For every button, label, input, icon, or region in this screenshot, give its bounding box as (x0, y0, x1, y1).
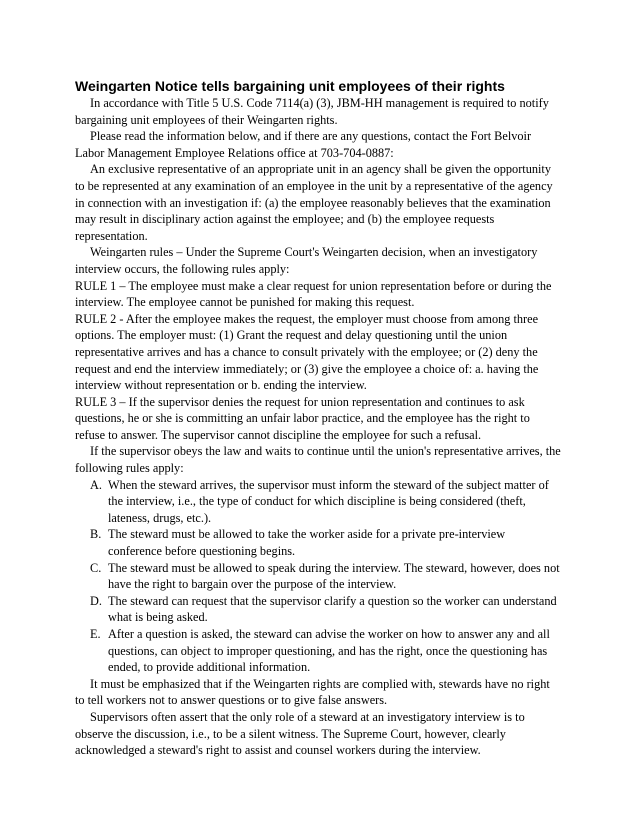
list-item-text: The steward must be allowed to take the worker aside for a private pre-interview conference before questioning begins. (108, 527, 506, 559)
list-item (75, 526, 561, 559)
list-marker: A. (90, 477, 102, 492)
intro-paragraph-2: Please read the information below, and if there are any questions, contact the Fort Belvoir Labor Management Employee Relations office at 703-704-0887: (75, 129, 532, 160)
list-item (75, 477, 561, 527)
list-marker: D. (90, 593, 102, 608)
list-item-text: After a question is asked, the steward can advise the worker on how to answer any and all questions, can object to improper questioning, and has the right, once the questioning has ended, to provide additional information. (108, 627, 550, 675)
list-item-text: The steward can request that the supervisor clarify a question so the worker can understand what is being asked. (108, 593, 557, 625)
list-item-text: When the steward arrives, the supervisor must inform the steward of the subject matter of the interview, i.e., the type of conduct for which discipline is being considered (theft, lateness, drugs, etc.). (108, 477, 549, 525)
rule-1: RULE 1 – The employee must make a clear request for union representation before or during the interview. The employee cannot be punished for making this request. (75, 278, 552, 310)
intro-paragraph-1: In accordance with Title 5 U.S. Code 7114(a) (3), JBM-HH management is required to notify bargaining unit employees of their Weingarten rights. (75, 96, 549, 127)
closing-paragraph-1: It must be emphasized that if the Weingarten rights are complied with, stewards have no right to tell workers not to answer questions or to give false answers. (75, 676, 550, 708)
list-marker: C. (90, 560, 102, 575)
closing-paragraph-2: Supervisors often assert that the only role of a steward at an investigatory interview is to observe the discussion, i.e., to be a silent witness. The Supreme Court, however, clearly acknowledged a steward's right to assist and counsel workers during the interview. (75, 709, 525, 758)
list-marker: E. (90, 627, 101, 641)
list-item (75, 626, 561, 676)
rule-3: RULE 3 – If the supervisor denies the request for union representation and continues to ask questions, he or she is committing an unfair labor practice, and the employee has the right to refuse to answer. The supervisor cannot discipline the employee for such a refusal. (75, 394, 530, 442)
list-item (75, 593, 561, 626)
list-item-text: The steward must be allowed to speak during the interview. The steward, however, does not have the right to bargain over the purpose of the interview. (108, 560, 560, 592)
document-title: Weingarten Notice tells bargaining unit employees of their rights (75, 78, 505, 94)
list-item (75, 560, 561, 593)
document-page (75, 77, 561, 759)
rule-2: RULE 2 - After the employee makes the request, the employer must choose from among three options. The employer must: (1) Grant the request and delay questioning until the union representative arrives and has a chance to consult privately with the employee; or (2) deny the request and end the interview immediately; or (3) give the employee a choice of: a. having the interview without representation or b. ending the interview. (75, 311, 539, 393)
intro-paragraph-3: An exclusive representative of an appropriate unit in an agency shall be given the opportunity to be represented at any examination of an employee in the unit by a representative of the agency in connection with an investigation if: (a) the employee reasonably believes that the examination may result in disciplinary action against the employee; and (b) the employee requests representation. (75, 162, 553, 243)
steward-intro: If the supervisor obeys the law and waits to continue until the union's representative arrives, the following rules apply: (75, 444, 561, 476)
intro-paragraph-4: Weingarten rules – Under the Supreme Court's Weingarten decision, when an investigatory interview occurs, the following rules apply: (75, 245, 538, 276)
list-marker: B. (90, 527, 102, 542)
steward-rules-list (75, 477, 561, 676)
